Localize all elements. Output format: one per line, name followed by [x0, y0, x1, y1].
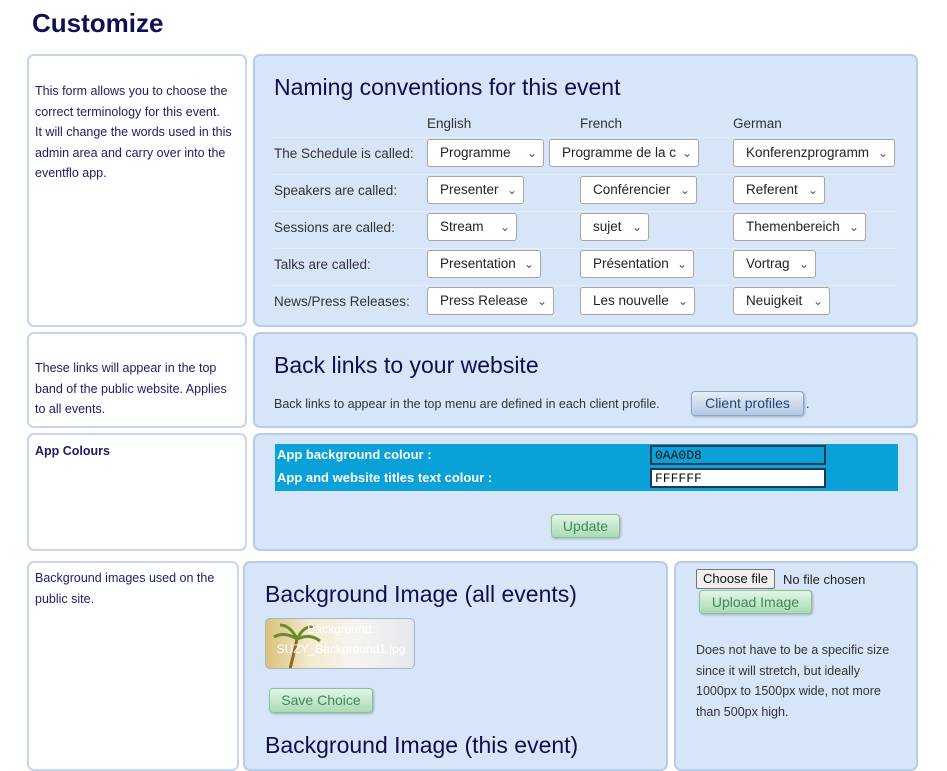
titles-colour-label: App and website titles text colour :	[277, 470, 493, 485]
chevron-down-icon: ⌄	[798, 257, 809, 271]
chevron-down-icon: ⌄	[499, 220, 510, 234]
upload-panel	[674, 561, 918, 771]
background-all-title: Background Image (all events)	[265, 581, 577, 607]
thumbnail-caption-line2: SUZY_Background1.jpg	[276, 642, 406, 656]
background-description: Background images used on the public site.	[27, 561, 239, 771]
backlinks-title: Back links to your website	[274, 352, 539, 378]
chevron-down-icon: ⌄	[812, 294, 823, 308]
titles-colour-input[interactable]: FFFFFF	[650, 468, 826, 488]
backlinks-panel	[253, 332, 918, 428]
chevron-down-icon: ⌄	[807, 183, 818, 197]
backlinks-description: These links will appear in the top band of the public website. Applies to all events.	[27, 332, 247, 428]
app-bg-label: App background colour :	[277, 447, 432, 462]
chevron-down-icon: ⌄	[877, 146, 888, 160]
naming-panel	[253, 54, 918, 327]
news-german-select[interactable]: Neuigkeit ⌄	[733, 287, 830, 315]
thumbnail-caption-line1: Background:	[307, 622, 375, 636]
chevron-down-icon: ⌄	[523, 257, 534, 271]
backlinks-trailing: .	[806, 397, 810, 411]
schedule-french-select[interactable]: Programme de la c ⌄	[549, 139, 699, 167]
talks-english-select[interactable]: Presentation ⌄	[427, 250, 541, 278]
update-button[interactable]: Update	[551, 514, 620, 538]
client-profiles-button[interactable]: Client profiles	[691, 391, 804, 416]
background-thumbnail[interactable]	[265, 618, 415, 669]
col-head-french: French	[580, 116, 623, 131]
naming-description: This form allows you to choose the correct terminology for this event. It will change the words used in this admin area and carry over into the eventflo app.	[27, 54, 247, 327]
row-label-sessions: Sessions are called:	[274, 220, 395, 235]
background-panel	[243, 561, 668, 771]
row-label-news: News/Press Releases:	[274, 294, 410, 309]
chevron-down-icon: ⌄	[679, 183, 690, 197]
upload-image-button[interactable]: Upload Image	[699, 590, 812, 614]
chevron-down-icon: ⌄	[676, 257, 687, 271]
colour-settings-bar	[275, 444, 898, 491]
col-head-german: German	[733, 116, 782, 131]
naming-title: Naming conventions for this event	[274, 74, 621, 100]
backlinks-text: Back links to appear in the top menu are defined in each client profile.	[274, 397, 660, 411]
chevron-down-icon: ⌄	[526, 146, 537, 160]
chevron-down-icon: ⌄	[506, 183, 517, 197]
schedule-english-select[interactable]: Programme ⌄	[427, 139, 544, 167]
chevron-down-icon: ⌄	[681, 146, 692, 160]
app-bg-input[interactable]: 0AA0D8	[650, 445, 826, 465]
sessions-german-select[interactable]: Themenbereich ⌄	[733, 213, 866, 241]
sessions-french-select[interactable]: sujet ⌄	[580, 213, 649, 241]
chevron-down-icon: ⌄	[677, 294, 688, 308]
background-event-title: Background Image (this event)	[265, 732, 579, 758]
no-file-chosen-text: No file chosen	[783, 572, 866, 587]
row-label-talks: Talks are called:	[274, 257, 371, 272]
chevron-down-icon: ⌄	[848, 220, 859, 234]
chevron-down-icon: ⌄	[631, 220, 642, 234]
speakers-english-select[interactable]: Presenter ⌄	[427, 176, 524, 204]
news-english-select[interactable]: Press Release ⌄	[427, 287, 554, 315]
speakers-german-select[interactable]: Referent ⌄	[733, 176, 825, 204]
talks-french-select[interactable]: Présentation ⌄	[580, 250, 694, 278]
upload-note: Does not have to be a specific size since it will stretch, but ideally 1000px to 1500px wide, not more than 500px high.	[696, 643, 890, 719]
news-french-select[interactable]: Les nouvelle ⌄	[580, 287, 695, 315]
talks-german-select[interactable]: Vortrag ⌄	[733, 250, 816, 278]
speakers-french-select[interactable]: Conférencier ⌄	[580, 176, 697, 204]
page-title: Customize	[32, 8, 164, 38]
app-colours-title: App Colours	[27, 433, 247, 551]
row-label-schedule: The Schedule is called:	[274, 146, 414, 161]
app-colours-panel	[253, 433, 918, 551]
row-label-speakers: Speakers are called:	[274, 183, 398, 198]
schedule-german-select[interactable]: Konferenzprogramm ⌄	[733, 139, 895, 167]
chevron-down-icon: ⌄	[536, 294, 547, 308]
choose-file-button[interactable]: Choose file	[696, 569, 775, 589]
col-head-english: English	[427, 116, 472, 131]
save-choice-button[interactable]: Save Choice	[269, 688, 373, 713]
sessions-english-select[interactable]: Stream ⌄	[427, 213, 517, 241]
